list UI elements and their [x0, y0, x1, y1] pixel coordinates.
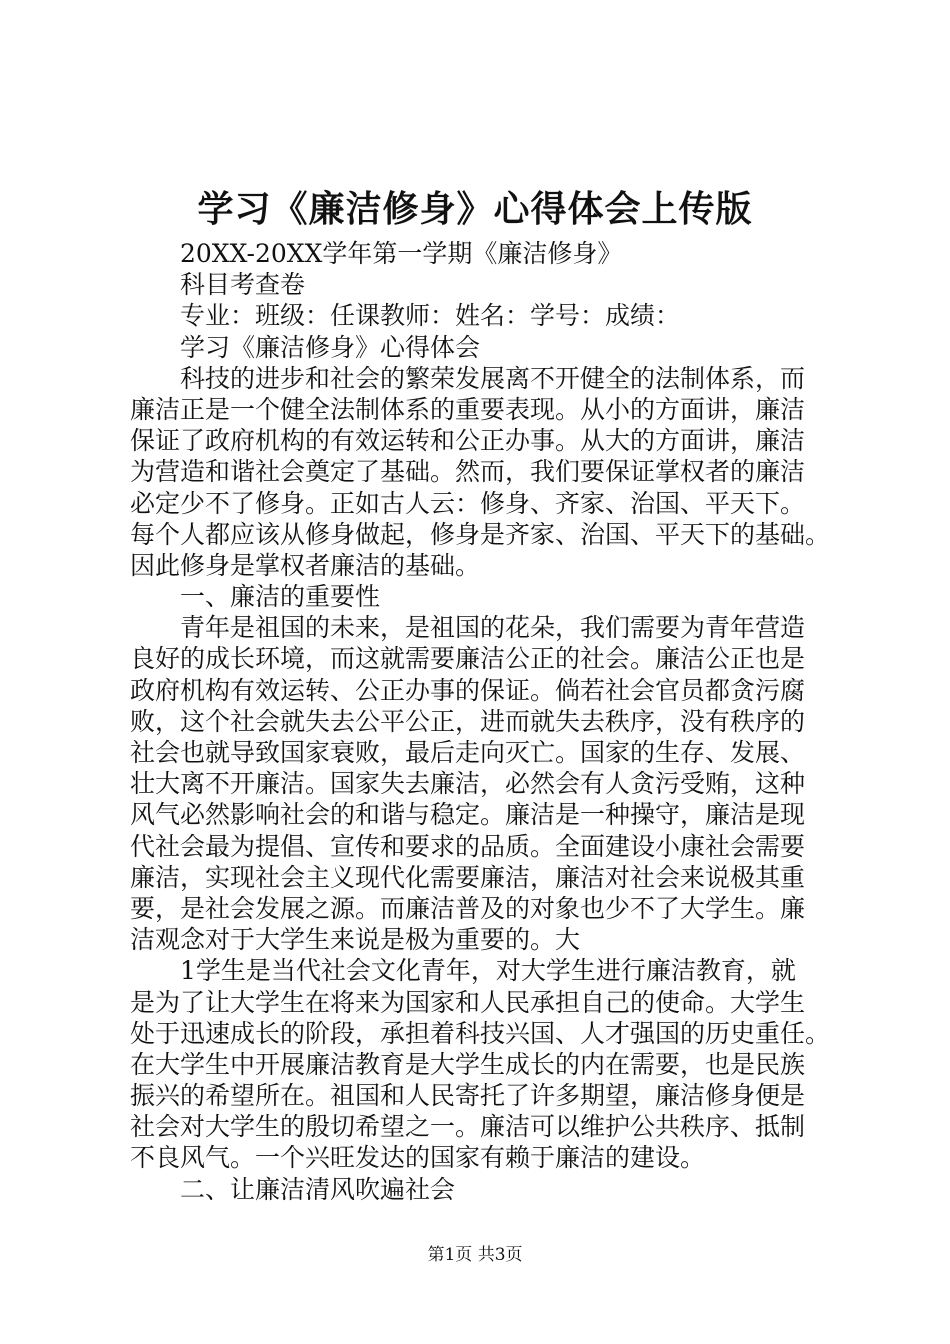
- text-line: 壮大离不开廉洁。国家失去廉洁，必然会有人贪污受贿，这种: [130, 769, 806, 799]
- text-line: 学习《廉洁修身》心得体会: [180, 332, 481, 362]
- text-line: 科目考查卷: [180, 270, 306, 300]
- text-line: 廉洁正是一个健全法制体系的重要表现。从小的方面讲，廉洁: [130, 394, 806, 424]
- text-line: 青年是祖国的未来，是祖国的花朵，我们需要为青年营造: [180, 613, 806, 643]
- text-line: 二、让廉洁清风吹遍社会: [180, 1174, 456, 1204]
- text-line: 每个人都应该从修身做起，修身是齐家、治国、平天下的基础。: [130, 519, 831, 549]
- document-title: 学习《廉洁修身》心得体会上传版: [197, 188, 753, 230]
- text-line: 社会也就导致国家衰败，最后走向灭亡。国家的生存、发展、: [130, 738, 806, 767]
- text-line: 良好的成长环境，而这就需要廉洁公正的社会。廉洁公正也是: [130, 644, 806, 674]
- text-line: 1学生是当代社会文化青年，对大学生进行廉洁教育，就: [180, 956, 796, 986]
- text-line: 社会对大学生的殷切希望之一。廉洁可以维护公共秩序、抵制: [130, 1112, 806, 1142]
- text-line: 败，这个社会就失去公平公正，进而就失去秩序，没有秩序的: [130, 706, 806, 736]
- text-line: 振兴的希望所在。祖国和人民寄托了许多期望，廉洁修身便是: [130, 1081, 806, 1111]
- text-line: 廉洁，实现社会主义现代化需要廉洁，廉洁对社会来说极其重: [130, 862, 806, 892]
- text-line: 在大学生中开展廉洁教育是大学生成长的内在需要，也是民族: [130, 1049, 806, 1079]
- document-body: [130, 238, 852, 1205]
- text-line: 风气必然影响社会的和谐与稳定。廉洁是一种操守，廉洁是现: [130, 800, 806, 830]
- text-line: 政府机构有效运转、公正办事的保证。倘若社会官员都贪污腐: [130, 675, 806, 705]
- text-line: 必定少不了修身。正如古人云：修身、齐家、治国、平天下。: [130, 488, 806, 518]
- text-line: 一、廉洁的重要性: [180, 582, 381, 612]
- text-line: 科技的进步和社会的繁荣发展离不开健全的法制体系，而: [180, 363, 806, 393]
- text-line: 洁观念对于大学生来说是极为重要的。大: [130, 925, 581, 955]
- text-line: 为营造和谐社会奠定了基础。然而，我们要保证掌权者的廉洁: [130, 457, 806, 487]
- page-footer: 第1页 共3页: [427, 1245, 523, 1265]
- text-line: 因此修身是掌权者廉洁的基础。: [130, 550, 481, 580]
- text-line: 代社会最为提倡、宣传和要求的品质。全面建设小康社会需要: [130, 831, 806, 861]
- text-line: 不良风气。一个兴旺发达的国家有赖于廉洁的建设。: [130, 1143, 706, 1173]
- text-line: 处于迅速成长的阶段，承担着科技兴国、人才强国的历史重任。: [130, 1018, 831, 1048]
- text-line: 20XX-20XX学年第一学期《廉洁修身》: [180, 239, 623, 268]
- text-line: 要，是社会发展之源。而廉洁普及的对象也少不了大学生。廉: [130, 893, 806, 923]
- text-line: 是为了让大学生在将来为国家和人民承担自己的使命。大学生: [130, 987, 806, 1017]
- text-line: 专业：班级：任课教师：姓名：学号：成绩：: [180, 301, 681, 331]
- text-line: 保证了政府机构的有效运转和公正办事。从大的方面讲，廉洁: [130, 426, 806, 456]
